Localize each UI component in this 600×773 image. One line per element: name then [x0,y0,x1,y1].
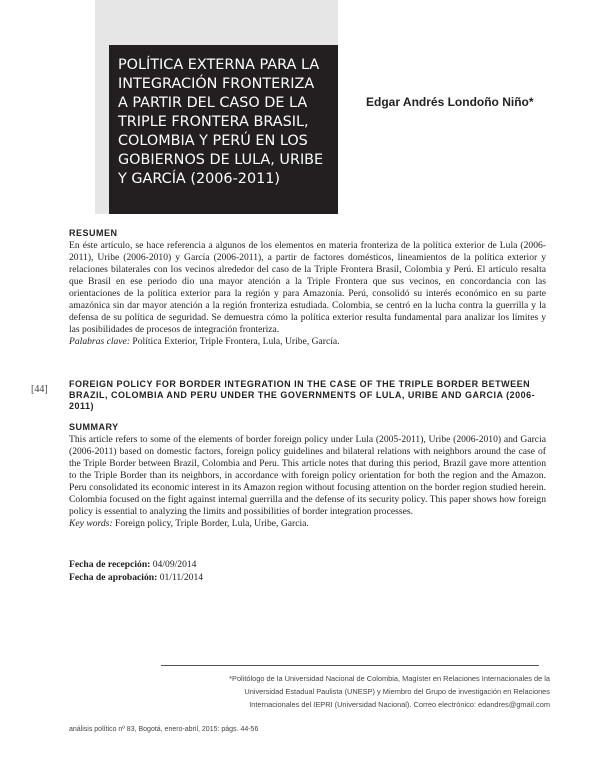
summary-text: This article refers to some of the elements of border foreign policy under Lula (2005-2011), Uribe (2006-2010) and Garcia (2006-2011) based on domestic factors, foreign policy guidelines and bilateral relations with neighbors around the case of the Triple Border between Brazil, Colombia and Peru. This article notes that during this period, Brazil gave more attention to the Triple Border than its neighbors, in accordance with foreign policy orientation for both the region and the Amazon. Peru consolidated its economic interest in its Amazon region without focusing attention on the border region studied herein. Colombia focused on the fight against internal guerrilla and the defense of its security policy. This paper shows how foreign policy is essential to analyzing the limits and possibilities of border integration processes. [69,434,546,517]
resumen-keywords [69,336,546,348]
author-footnote: *Politólogo de la Universidad Nacional de Colombia, Magíster en Relaciones Internacionales de la Universidad Estadual Paulista (UNESP) y Miembro del Grupo de investigación en Relaciones Internacionales del IEPRI (Universidad Nacional). Correo electrónico: edandres@gmail.com [229,674,550,709]
header-band-left [0,0,95,214]
title-line: INTEGRACIÓN FRONTERIZA [118,76,315,92]
title-line: POLÍTICA EXTERNA PARA LA [118,57,320,73]
dates-block [69,558,203,584]
received-label: Fecha de recepción: [69,559,151,570]
received-value: 04/09/2014 [150,559,197,570]
resumen-text: En éste artículo, se hace referencia a algunos de los elementos en materia fronteriza de la política exterior de Lula (2006-2011), Uribe (2006-2010) y García (2006-2011), a partir de factores domésticos, lineamientos de la política exterior y relaciones bilaterales con los vecinos alrededor del caso de la Triple Frontera Brasil, Colombia y Perú. El artículo resalta que Brasil en ese periodo dio una mayor atención a la Triple Frontera que sus vecinos, en concordancia con las orientaciones de la política exterior para la región y para Amazonía. Perú, consolidó su interés económico en su parte amazónica sin dar mayor atención a la región fronteriza estudiada. Colombia, se centró en la lucha contra la guerrilla y la defensa de su política de seguridad. Se demuestra cómo la política exterior resulta fundamental para analizar los límites y las posibilidades de procesos de integración fronteriza. [69,240,546,335]
summary-heading: SUMMARY [69,422,119,432]
title-line: Y GARCÍA (2006-2011) [118,171,281,187]
received-date [69,558,203,571]
approved-label: Fecha de aprobación: [69,572,158,583]
summary-body [69,434,546,530]
approved-value: 01/11/2014 [157,572,204,583]
approved-date [69,571,203,584]
title-line: GOBIERNOS DE LULA, URIBE [118,152,324,168]
summary-keywords [69,518,546,530]
resumen-body [69,240,546,348]
author-name: Edgar Andrés Londoño Niño* [366,95,534,109]
article-title-box [109,45,338,214]
english-title: FOREIGN POLICY FOR BORDER INTEGRATION IN THE CASE OF THE TRIPLE BORDER BETWEEN BRAZIL, COLOMBIA AND PERU UNDER THE GOVERNMENTS OF LULA, URIBE AND GARCIA (2006-2011) [69,379,536,411]
keywords-value: Política Exterior, Triple Frontera, Lula, Uribe, García. [130,336,340,347]
footnote-divider [161,665,539,666]
title-line: COLOMBIA Y PERÚ EN LOS [118,133,308,149]
journal-citation: análisis político nº 83, Bogotá, enero-abril, 2015: págs. 44-56 [69,726,259,733]
page-number: [44] [31,384,48,395]
resumen-heading: RESUMEN [69,228,118,238]
keywords-label: Palabras clave: [69,336,131,347]
title-line: TRIPLE FRONTERA BRASIL, [118,114,309,130]
keywords-value: Foreign policy, Triple Border, Lula, Uribe, Garcia. [112,518,309,529]
keywords-label: Key words: [69,518,113,529]
title-line: A PARTIR DEL CASO DE LA [118,95,308,111]
